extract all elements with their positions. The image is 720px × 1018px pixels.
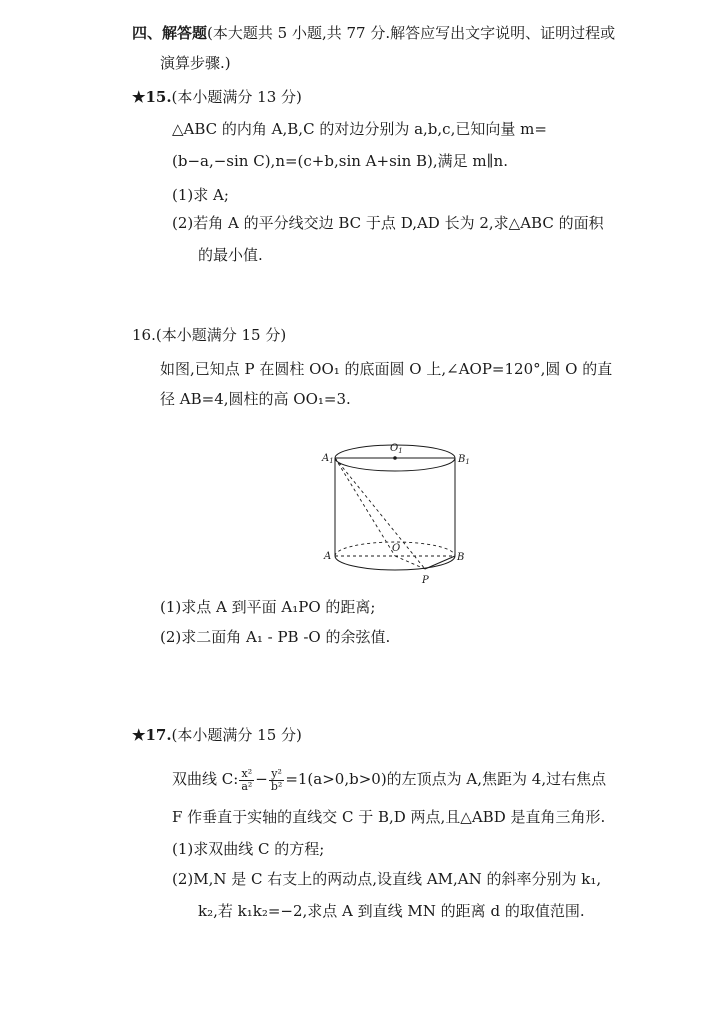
q15-line2: (b−a,−sin C),n=(c+b,sin A+sin B),满足 m∥n. (172, 152, 508, 170)
q15-line1: △ABC 的内角 A,B,C 的对边分别为 a,b,c,已知向量 m= (172, 120, 547, 138)
line-a1-p (335, 458, 425, 569)
q17-heading (132, 724, 302, 746)
line-p-b (425, 556, 455, 569)
q15-score: (本小题满分 13 分) (171, 88, 302, 106)
q16-line2: 径 AB=4,圆柱的高 OO₁=3. (160, 390, 351, 408)
label-a: A (324, 551, 332, 562)
frac1-numerator: x² (239, 768, 254, 781)
q15-number: ★15. (132, 88, 172, 106)
fraction-y2-b2 (269, 768, 284, 793)
q16-line1: 如图,已知点 P 在圆柱 OO₁ 的底面圆 O 上,∠AOP=120°,圆 O 的直 (160, 360, 613, 378)
q16-part1: (1)求点 A 到平面 A₁PO 的距离; (160, 598, 376, 616)
q16-part2: (2)求二面角 A₁ - PB -O 的余弦值. (160, 628, 391, 646)
q15-part2-line1: (2)若角 A 的平分线交边 BC 于点 D,AD 长为 2,求△ABC 的面积 (172, 214, 604, 232)
frac2-numerator: y² (269, 768, 284, 781)
q17-line2: F 作垂直于实轴的直线交 C 于 B,D 两点,且△ABD 是直角三角形. (172, 808, 606, 826)
q17-line1 (172, 762, 606, 796)
q17-line1-suffix: =1(a>0,b>0)的左顶点为 A,焦距为 4,过右焦点 (285, 770, 607, 788)
q17-part2-line2: k₂,若 k₁k₂=−2,求点 A 到直线 MN 的距离 d 的取值范围. (198, 902, 585, 920)
fraction-x2-a2 (239, 768, 254, 793)
label-b: B (457, 552, 465, 563)
bottom-ellipse-front (335, 556, 455, 570)
point-o1 (393, 456, 397, 460)
section-header (132, 22, 615, 44)
label-p: P (422, 575, 429, 586)
label-b1: $B_1$ (458, 454, 470, 466)
minus-sign: − (255, 770, 268, 788)
label-o: O (392, 543, 401, 554)
q17-part2-line1: (2)M,N 是 C 右支上的两动点,设直线 AM,AN 的斜率分别为 k₁, (172, 870, 602, 888)
line-o-p (395, 556, 425, 569)
q17-number: ★17. (132, 726, 172, 744)
q16-score: (本小题满分 15 分) (155, 326, 287, 344)
q16-heading (132, 324, 286, 346)
section-note: (本大题共 5 小题,共 77 分.解答应写出文字说明、证明过程或 (207, 24, 616, 42)
q17-part1: (1)求双曲线 C 的方程; (172, 840, 325, 858)
section-title: 四、解答题 (132, 24, 208, 42)
cylinder-figure (318, 438, 472, 596)
section-note-cont: 演算步骤.) (160, 54, 231, 72)
q15-heading (132, 86, 302, 108)
q17-line1-prefix: 双曲线 C: (172, 770, 239, 788)
q17-score: (本小题满分 15 分) (171, 726, 302, 744)
label-a1: $A_1$ (322, 453, 334, 465)
frac1-denominator: a² (241, 779, 253, 793)
line-a1-o (335, 458, 395, 556)
q15-part2-line2: 的最小值. (198, 246, 263, 264)
q16-number: 16. (132, 326, 156, 344)
frac2-denominator: b² (270, 779, 283, 793)
q15-part1: (1)求 A; (172, 186, 229, 204)
label-o1: $O_1$ (390, 443, 403, 455)
